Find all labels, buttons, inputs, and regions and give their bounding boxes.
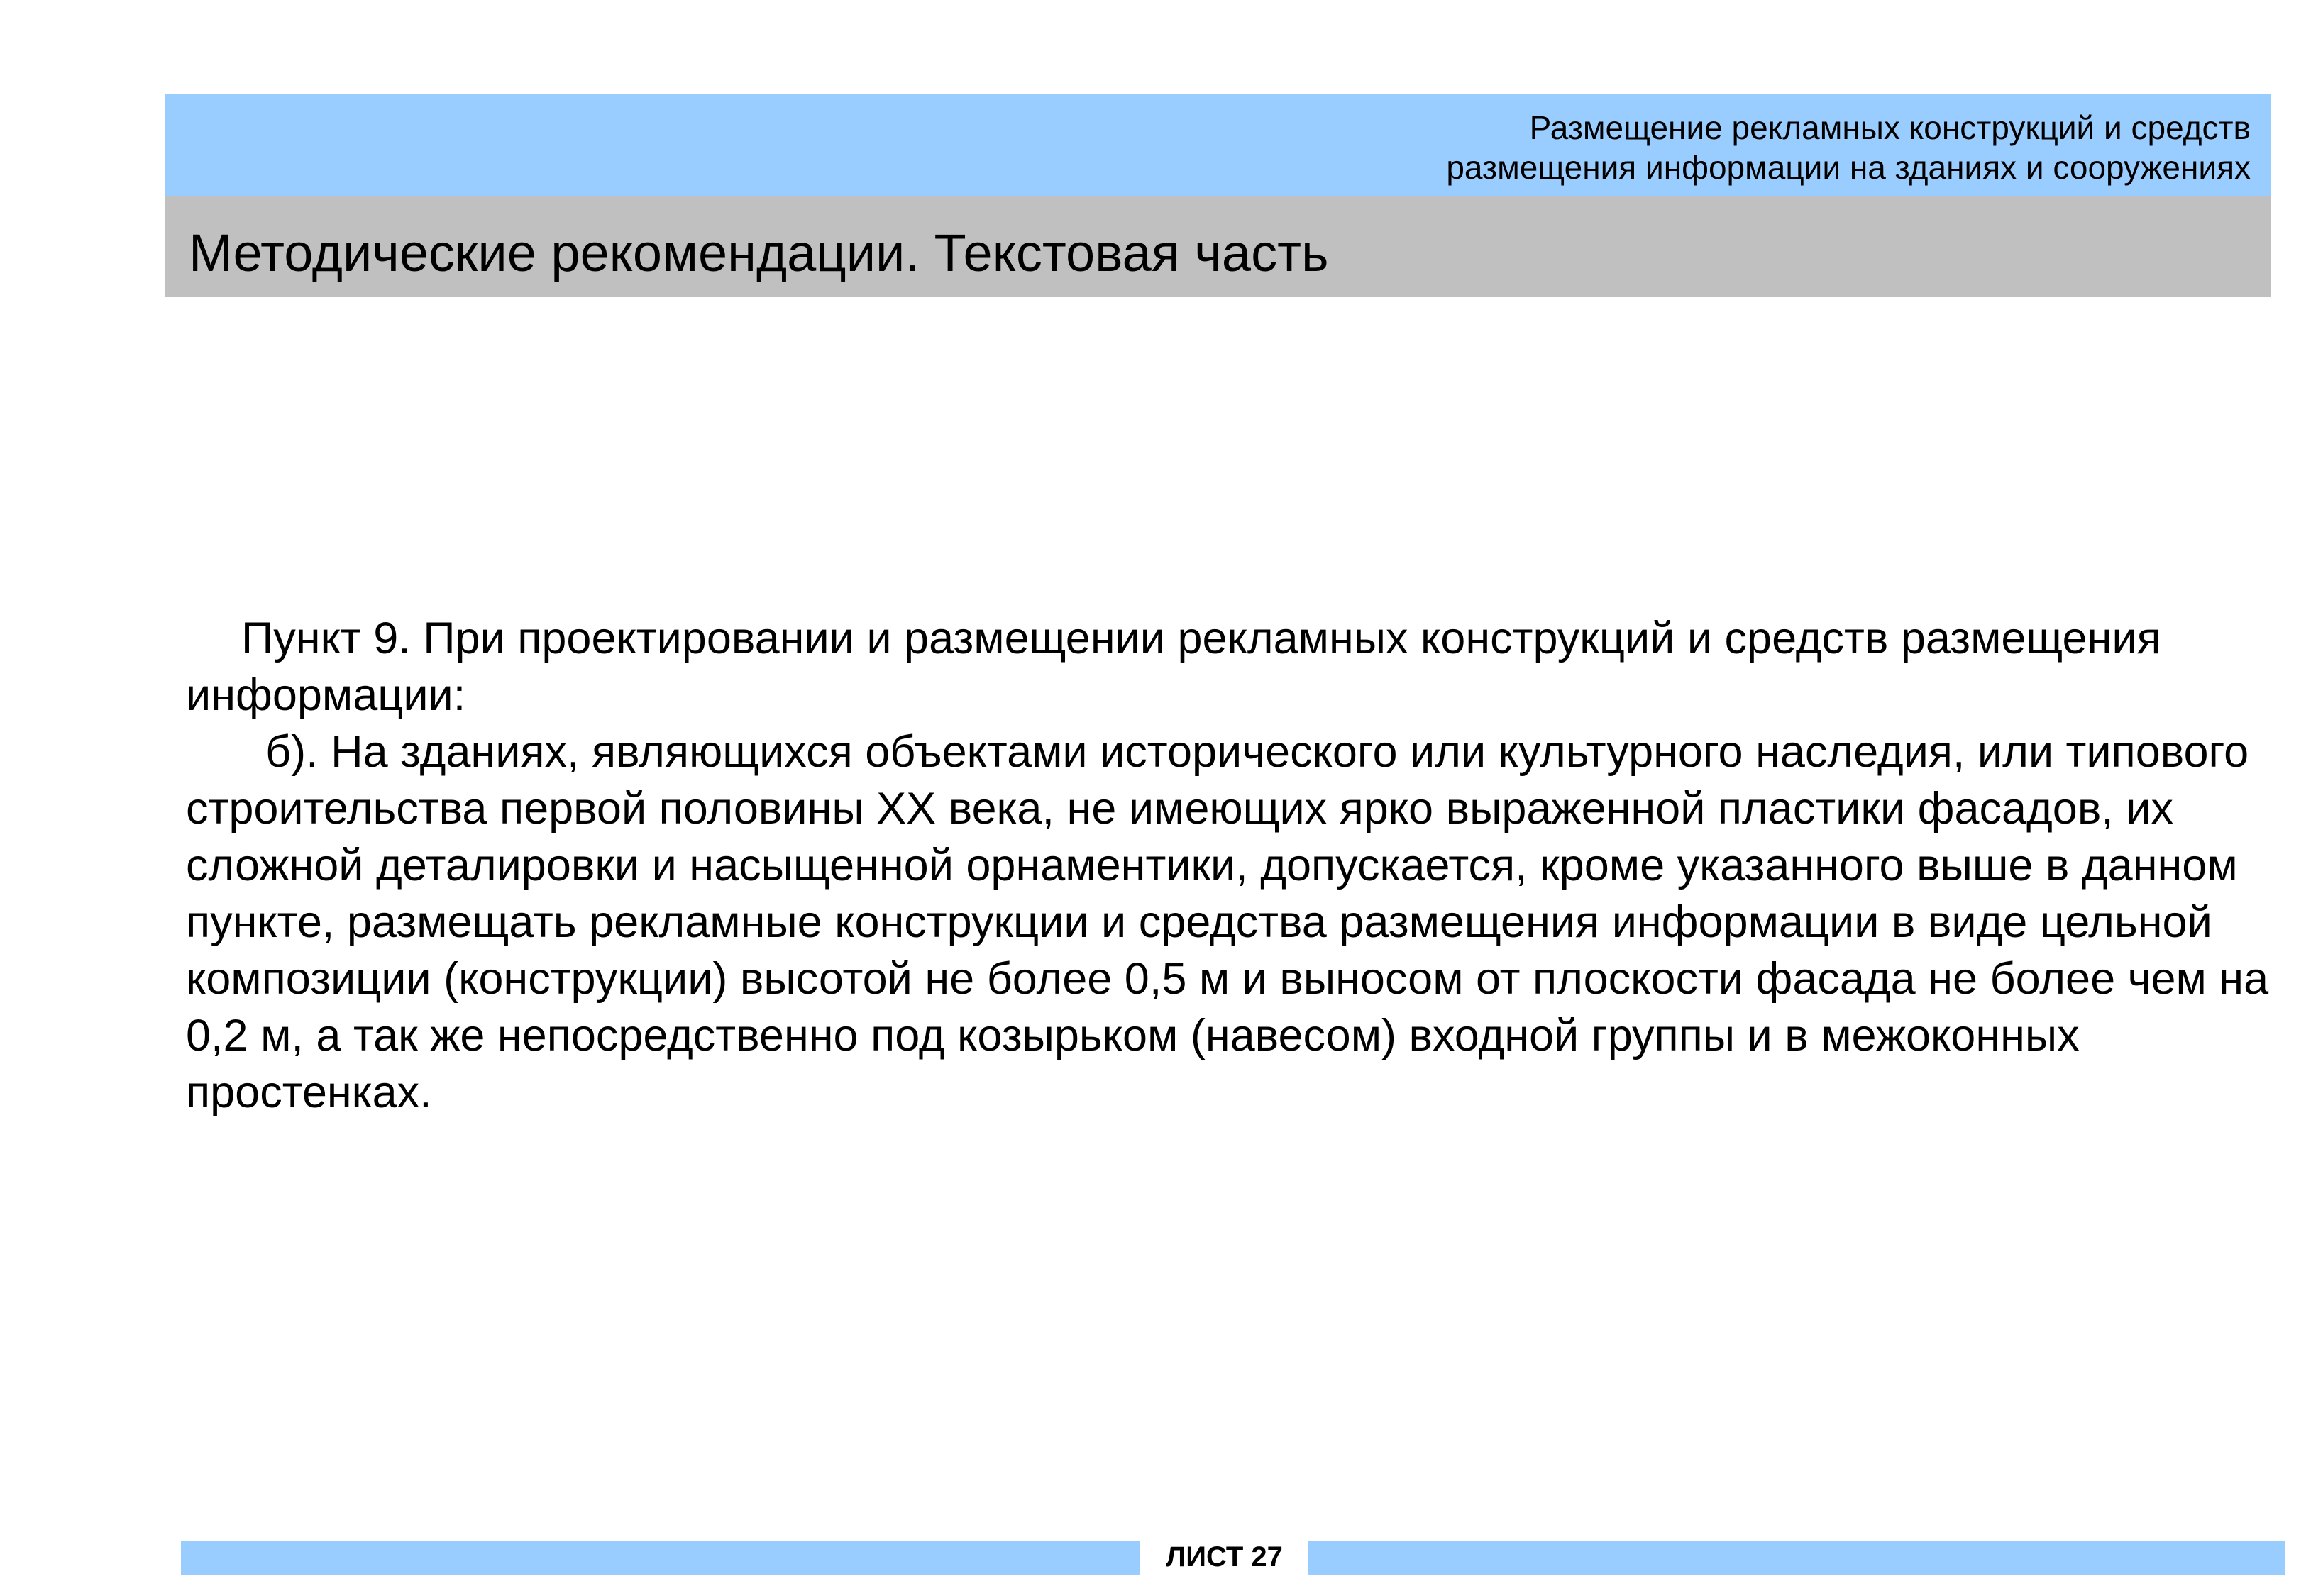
document-subtitle-line-1: Размещение рекламных конструкций и средств xyxy=(1529,109,2251,146)
document-body xyxy=(186,610,2272,1121)
document-subtitle-line-2: размещения информации на зданиях и сооружениях xyxy=(1446,149,2251,186)
page-title: Методические рекомендации. Текстовая часть xyxy=(189,223,1329,282)
footer-bar-left xyxy=(181,1541,1140,1575)
header-subtitle-band xyxy=(165,94,2271,196)
paragraph-clause-9: Пункт 9. При проектировании и размещении рекламных конструкций и средств размещения информации: xyxy=(186,614,2161,720)
sheet-number: ЛИСТ 27 xyxy=(1166,1541,1283,1573)
document-subtitle xyxy=(1446,108,2251,187)
header-title-band xyxy=(165,196,2271,297)
footer-bar-right xyxy=(1308,1541,2285,1575)
paragraph-subclause-b: б). На зданиях, являющихся объектами исторического или культурного наследия, или типового строительства первой половины XX века, не имеющих ярко выраженной пластики фасадов, их сложной деталировки и насыщенной орнаментики, допускается, кроме указанного выше в данном пункте, размещать рекламные конструкции и средства размещения информации в виде цельной композиции (конструкции) высотой не более 0,5 м и выносом от плоскости фасада не более чем на 0,2 м, а так же непосредственно под козырьком (навесом) входной группы и в межоконных простенках. xyxy=(186,727,2269,1117)
